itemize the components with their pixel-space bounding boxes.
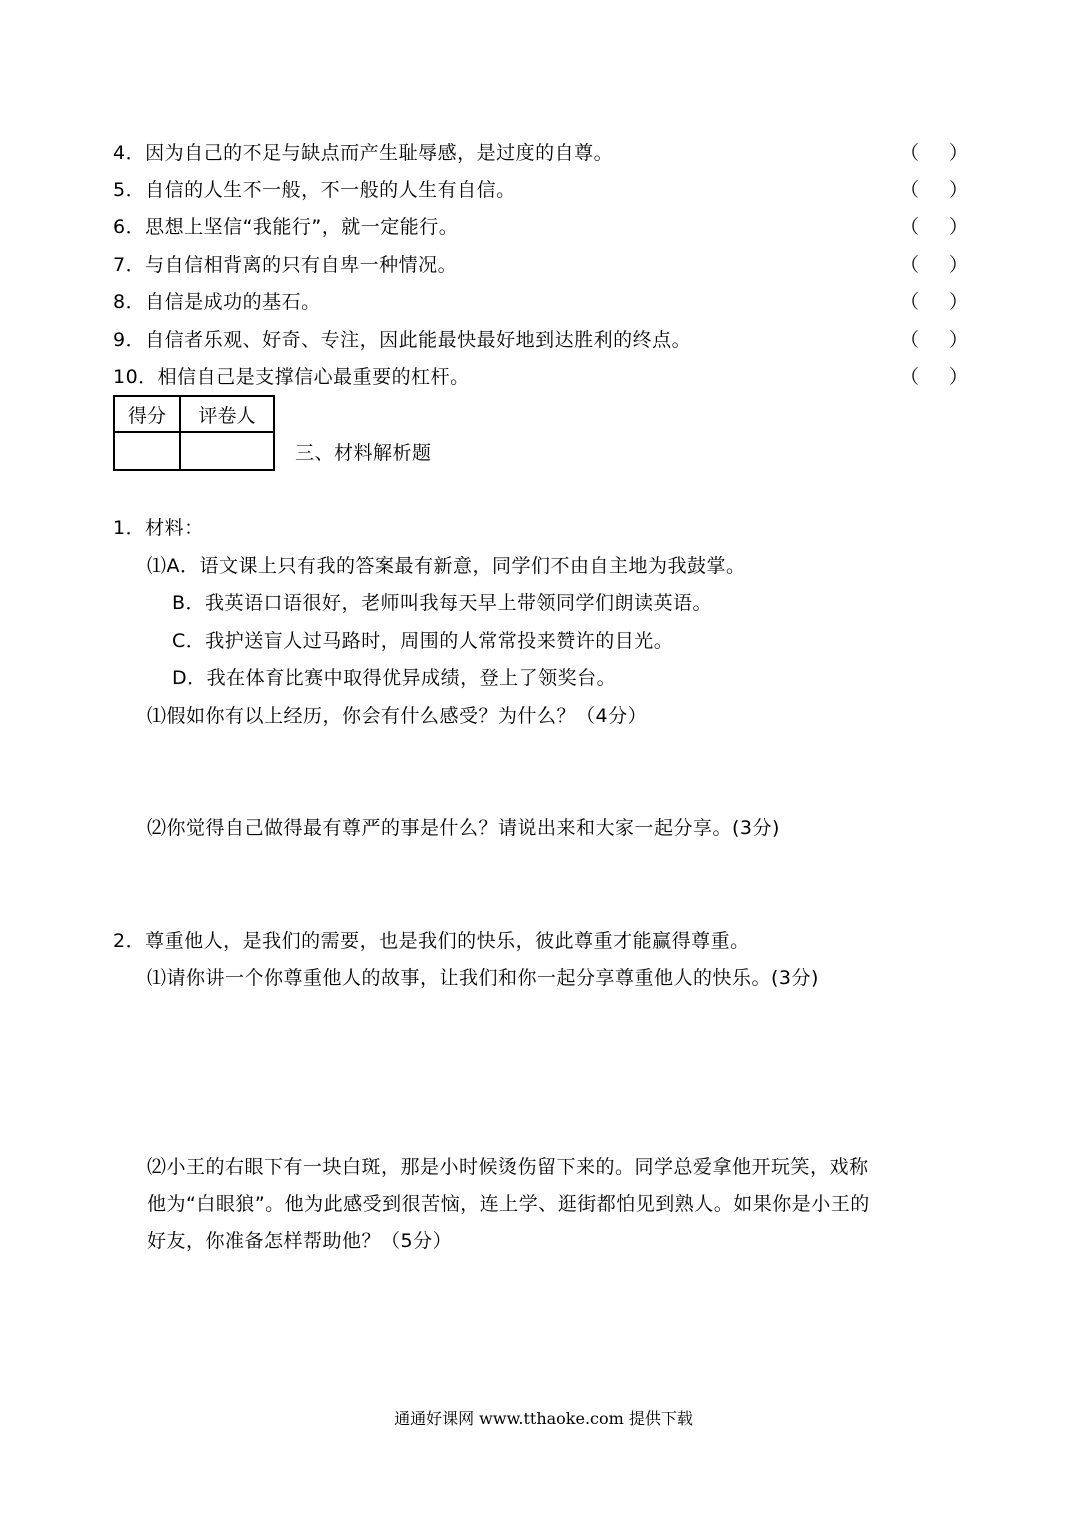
q1-material-d: D．我在体育比赛中取得优异成绩，登上了领奖台。 — [172, 667, 617, 689]
q1-material-b: B．我英语口语很好，老师叫我每天早上带领同学们朗读英语。 — [172, 592, 713, 614]
paren-close: ） — [949, 254, 969, 276]
q1-stem: 1．材料： — [113, 517, 204, 539]
q2-sub2-line1: ⑵小王的右眼下有一块白斑，那是小时候烫伤留下来的。同学总爱拿他开玩笑，戏称 — [147, 1156, 869, 1178]
answer-paren-9 — [900, 328, 968, 352]
answer-paren-10 — [900, 365, 968, 389]
answer-paren-4 — [900, 141, 968, 165]
paren-open: （ — [900, 179, 920, 201]
q1-material-c: C．我护送盲人过马路时，周围的人常常投来赞许的目光。 — [172, 630, 674, 652]
judgement-item-7: 7．与自信相背离的只有自卑一种情况。 — [113, 254, 458, 276]
answer-paren-5 — [900, 178, 968, 202]
q2-sub2-line3: 好友，你准备怎样帮助他？（5分） — [147, 1230, 453, 1252]
q1-material-a: ⑴A．语文课上只有我的答案最有新意，同学们不由自主地为我鼓掌。 — [147, 555, 746, 577]
judgement-item-6: 6．思想上坚信“我能行”，就一定能行。 — [113, 216, 459, 238]
section-title: 三、材料解析题 — [295, 442, 432, 464]
judgement-item-5: 5．自信的人生不一般，不一般的人生有自信。 — [113, 179, 516, 201]
score-header: 得分 — [114, 396, 180, 432]
score-cell[interactable] — [114, 432, 180, 470]
paren-open: （ — [900, 216, 920, 238]
q2-sub1: ⑴请你讲一个你尊重他人的故事，让我们和你一起分享尊重他人的快乐。(3分) — [147, 967, 819, 989]
q1-sub2: ⑵你觉得自己做得最有尊严的事是什么？请说出来和大家一起分享。(3分) — [147, 817, 780, 839]
paren-close: ） — [949, 179, 969, 201]
answer-paren-7 — [900, 253, 968, 277]
paren-close: ） — [949, 291, 969, 313]
paren-close: ） — [949, 142, 969, 164]
paren-close: ） — [949, 216, 969, 238]
judgement-item-8: 8．自信是成功的基石。 — [113, 291, 321, 313]
paren-open: （ — [900, 329, 920, 351]
q2-sub2-line2: 他为“白眼狼”。他为此感受到很苦恼，连上学、逛街都怕见到熟人。如果你是小王的 — [147, 1193, 870, 1215]
paren-close: ） — [949, 329, 969, 351]
answer-paren-6 — [900, 215, 968, 239]
paren-open: （ — [900, 142, 920, 164]
paren-open: （ — [900, 366, 920, 388]
grader-header: 评卷人 — [180, 396, 274, 432]
answer-paren-8 — [900, 290, 968, 314]
score-table — [113, 395, 275, 471]
judgement-item-9: 9．自信者乐观、好奇、专注，因此能最快最好地到达胜利的终点。 — [113, 329, 692, 351]
paren-close: ） — [949, 366, 969, 388]
judgement-item-4: 4．因为自己的不足与缺点而产生耻辱感，是过度的自尊。 — [113, 142, 614, 164]
q2-stem: 2．尊重他人，是我们的需要，也是我们的快乐，彼此尊重才能赢得尊重。 — [113, 930, 750, 952]
paren-open: （ — [900, 291, 920, 313]
q1-sub1: ⑴假如你有以上经历，你会有什么感受？为什么？（4分） — [147, 705, 648, 727]
grader-cell[interactable] — [180, 432, 274, 470]
judgement-item-10: 10．相信自己是支撑信心最重要的杠杆。 — [113, 366, 470, 388]
paren-open: （ — [900, 254, 920, 276]
page-footer: 通通好课网 www.tthaoke.com 提供下载 — [394, 1409, 693, 1428]
